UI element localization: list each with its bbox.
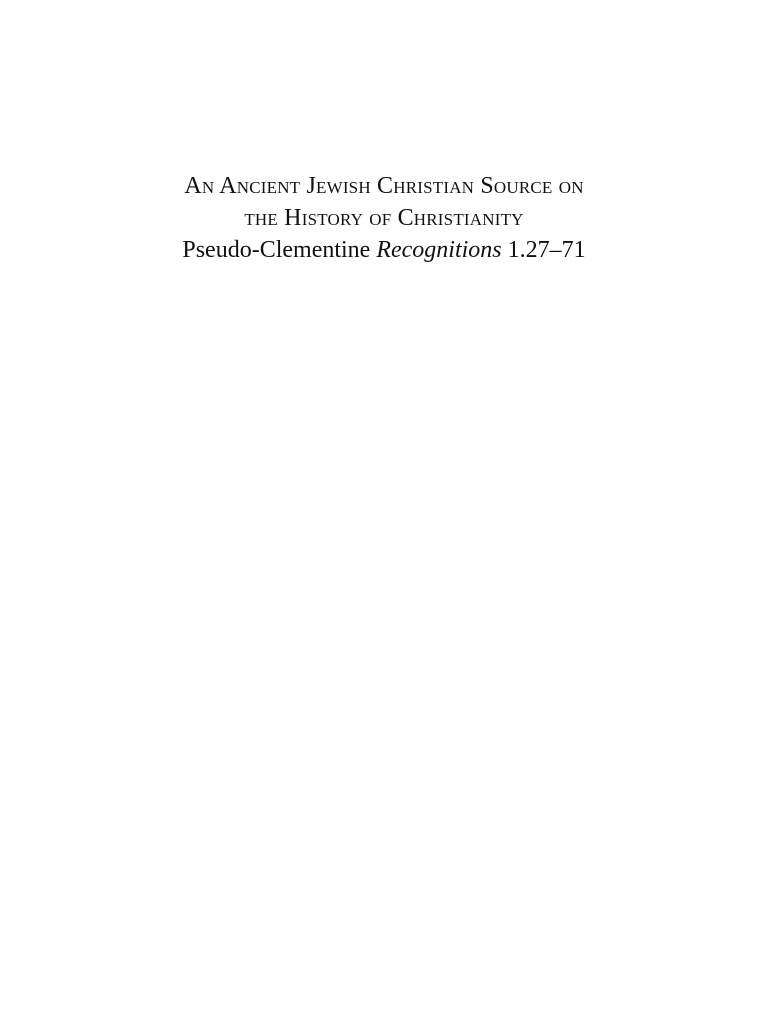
subtitle-italic-word: Recognitions <box>376 237 502 263</box>
subtitle-prefix: Pseudo-Clementine <box>182 237 377 263</box>
title-line-1: An Ancient Jewish Christian Source on <box>184 173 584 199</box>
subtitle-line <box>0 234 768 266</box>
title-line-2: the History of Christianity <box>244 205 524 231</box>
title-block <box>0 170 768 266</box>
subtitle-suffix: 1.27–71 <box>501 237 586 263</box>
